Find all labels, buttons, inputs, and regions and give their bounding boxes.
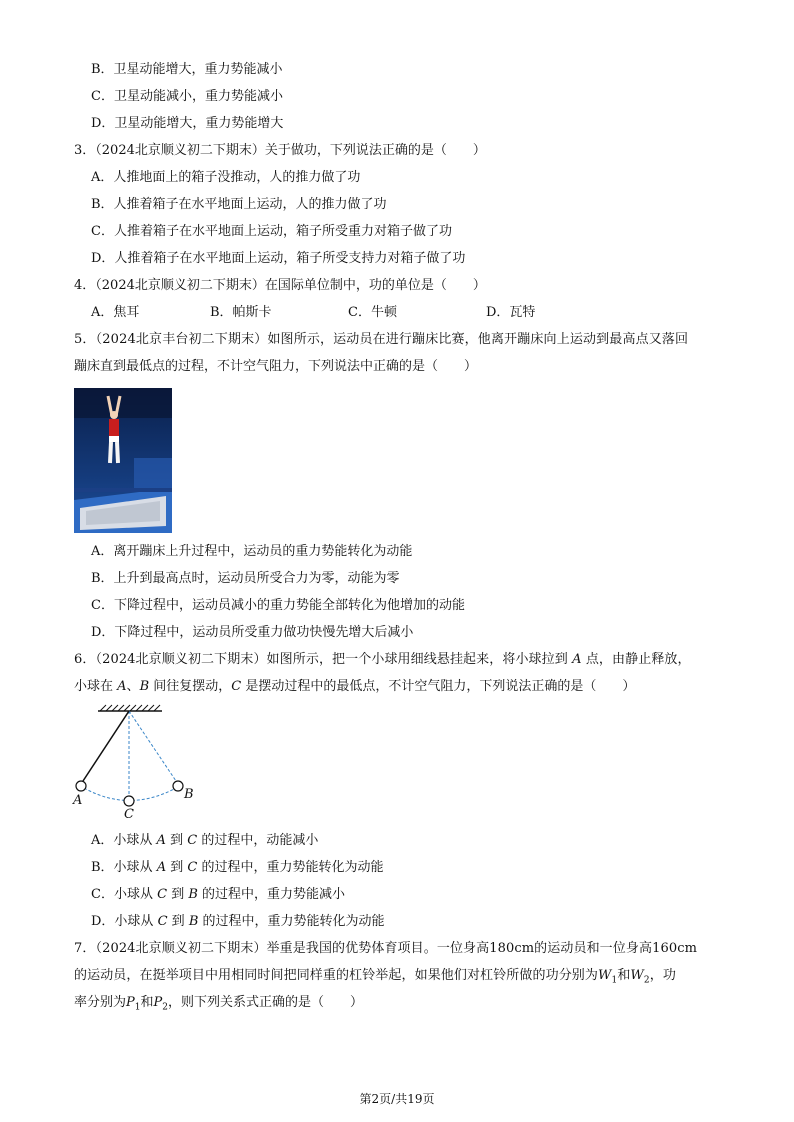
q5-option-c: C．下降过程中，运动员减小的重力势能全部转化为他增加的动能 (91, 598, 465, 613)
q3-option-c: C．人推着箱子在水平地面上运动，箱子所受重力对箱子做了功 (91, 224, 452, 239)
q6-stem-line1: 6．（2024北京顺义初二下期末）如图所示，把一个小球用细线悬挂起来，将小球拉到 A 点，由静止释放， (74, 652, 691, 667)
q5-option-d: D．下降过程中，运动员所受重力做功快慢先增大后减小 (91, 625, 414, 640)
label-b: B (184, 787, 194, 802)
q6-option-a: A．小球从 A 到 C 的过程中，动能减小 (91, 833, 319, 848)
q3-option-d: D．人推着箱子在水平地面上运动，箱子所受支持力对箱子做了功 (91, 251, 466, 266)
q2-option-d: D．卫星动能增大，重力势能增大 (91, 116, 284, 131)
q3-stem: 3．（2024北京顺义初二下期末）关于做功，下列说法正确的是（ ） (74, 143, 486, 158)
q2-option-c: C．卫星动能减小，重力势能减小 (91, 89, 283, 104)
q4-option-d: D．瓦特 (486, 305, 536, 320)
q7-stem-line3: 率分别为$P_1$和$P_2$，则下列关系式正确的是（ ） (74, 995, 364, 1013)
q5-stem-line1: 5．（2024北京丰台初二下期末）如图所示，运动员在进行蹦床比赛，他离开蹦床向上运动到最高点又落回 (74, 332, 689, 347)
q5-stem-line2: 蹦床直到最低点的过程，不计空气阻力，下列说法中正确的是（ ） (74, 359, 478, 374)
q5-option-b: B．上升到最高点时，运动员所受合力为零，动能为零 (91, 571, 400, 586)
q6-option-b: B．小球从 A 到 C 的过程中，重力势能转化为动能 (91, 860, 384, 875)
trampoline-photo (74, 388, 172, 533)
q4-option-a: A．焦耳 (91, 305, 140, 320)
q4-option-c: C．牛顿 (348, 305, 397, 320)
q3-option-a: A．人推地面上的箱子没推动，人的推力做了功 (91, 170, 361, 185)
q5-option-a: A．离开蹦床上升过程中，运动员的重力势能转化为动能 (91, 544, 413, 559)
q7-stem-line2: 的运动员，在挺举项目中用相同时间把同样重的杠铃举起，如果他们对杠铃所做的功分别为$W_1$和$W_2$，功 (74, 968, 676, 986)
page-footer: 第2页/共19页 (359, 1092, 435, 1106)
pendulum-diagram (70, 703, 200, 823)
q6-stem-line2: 小球在 A、B 间往复摆动，C 是摆动过程中的最低点，不计空气阻力，下列说法正确的是（ ） (74, 679, 636, 694)
q6-option-c: C．小球从 C 到 B 的过程中，重力势能减小 (91, 887, 346, 902)
q6-option-d: D．小球从 C 到 B 的过程中，重力势能转化为动能 (91, 914, 385, 929)
q3-option-b: B．人推着箱子在水平地面上运动，人的推力做了功 (91, 197, 387, 212)
q4-stem: 4．（2024北京顺义初二下期末）在国际单位制中，功的单位是（ ） (74, 278, 486, 293)
label-c: C (124, 807, 134, 822)
q2-option-b: B．卫星动能增大，重力势能减小 (91, 62, 283, 77)
q4-option-b: B．帕斯卡 (210, 305, 272, 320)
label-a: A (73, 793, 83, 808)
q7-stem-line1: 7．（2024北京顺义初二下期末）举重是我国的优势体育项目。一位身高180cm的运动员和一位身高160cm (74, 941, 697, 956)
